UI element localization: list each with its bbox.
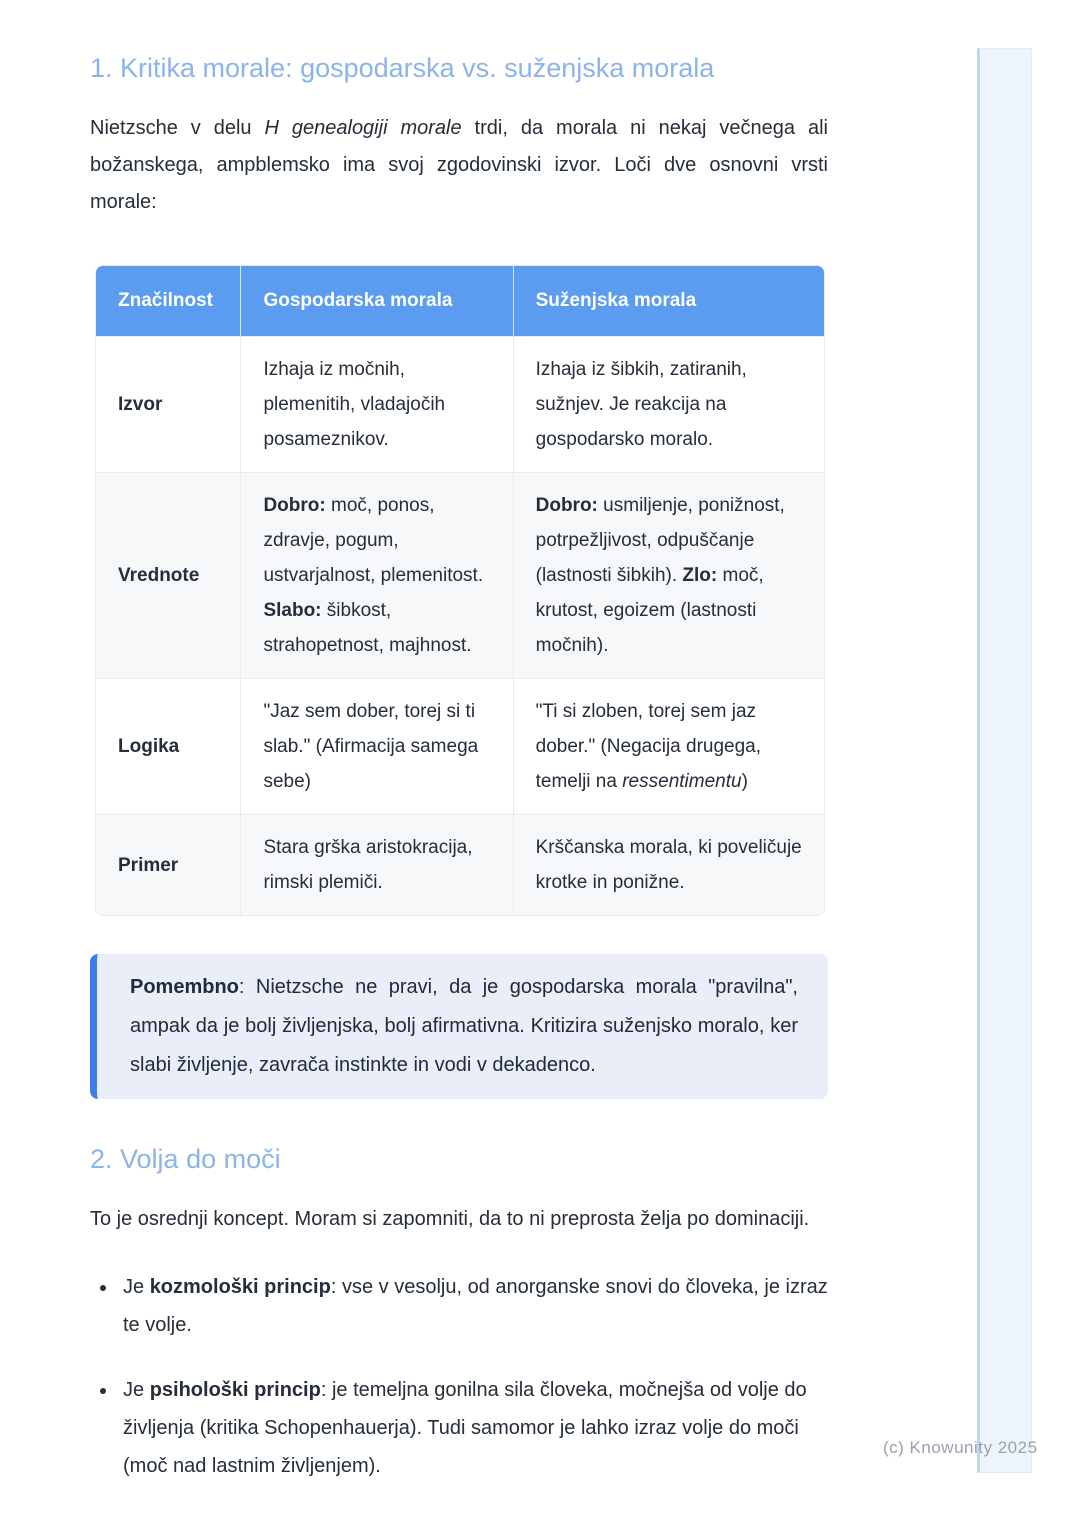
cell-gospodarska: Stara grška aristokracija, rimski plemiči. (241, 815, 513, 916)
table-row-logika (96, 679, 824, 815)
table-row-vrednote (96, 473, 824, 679)
table-row-izvor (96, 337, 824, 473)
cell-gospodarska: Dobro: moč, ponos, zdravje, pogum, ustvarjalnost, plemenitost. Slabo: šibkost, strahopetnost, majhnost. (241, 473, 513, 679)
list-item-kozmoloski-princip: • Je kozmološki princip: vse v vesolju, od anorganske snovi do človeka, je izraz te volje. (118, 1268, 828, 1344)
column-header-gospodarska: Gospodarska morala (241, 266, 513, 337)
section-1-heading: 1. Kritika morale: gospodarska vs. suženjska morala (90, 53, 715, 83)
row-label: Izvor (96, 337, 241, 473)
important-note-callout: Pomembno: Nietzsche ne pravi, da je gospodarska morala "pravilna", ampak da je bolj življenjska, bolj afirmativna. Kritizira suženjsko moralo, ker slabi življenje, zavrača instinkte in vodi v dekadenco. (90, 954, 828, 1099)
cell-suzenjska: Izhaja iz šibkih, zatiranih, sužnjev. Je reakcija na gospodarsko moralo. (513, 337, 824, 473)
cell-suzenjska: "Ti si zloben, torej sem jaz dober." (Negacija drugega, temelji na ressentimentu) (513, 679, 824, 815)
row-label: Logika (96, 679, 241, 815)
section-1-intro-paragraph: Nietzsche v delu H genealogiji morale trdi, da morala ni nekaj večnega ali božanskega, ampblemsko ima svoj zgodovinski izvor. Loči dve osnovni vrsti morale: (90, 117, 828, 213)
cell-suzenjska: Krščanska morala, ki poveličuje krotke in ponižne. (513, 815, 824, 916)
table-row-primer (96, 815, 824, 916)
page-content (90, 52, 828, 1512)
section-2-intro-paragraph: To je osrednji koncept. Moram si zapomniti, da to ni preprosta želja po dominaciji. (90, 1208, 810, 1230)
section-2-heading: 2. Volja do moči (90, 1144, 281, 1174)
cell-gospodarska: Izhaja iz močnih, plemenitih, vladajočih posameznikov. (241, 337, 513, 473)
cell-suzenjska: Dobro: usmiljenje, ponižnost, potrpežljivost, odpuščanje (lastnosti šibkih). Zlo: moč, krutost, egoizem (lastnosti močnih). (513, 473, 824, 679)
list-item-psiholoski-princip: • Je psihološki princip: je temeljna gonilna sila človeka, močnejša od volje do življenja (kritika Schopenhauerja). Tudi samomor je lahko izraz volje do moči (moč nad lastnim življenjem). (118, 1371, 828, 1485)
watermark: (c) Knowunity 2025 (883, 1438, 1038, 1457)
column-header-znacilnost: Značilnost (96, 266, 241, 337)
row-label: Vrednote (96, 473, 241, 679)
will-to-power-list (90, 1268, 828, 1485)
row-label: Primer (96, 815, 241, 916)
table-header-row (96, 266, 824, 337)
column-header-suzenjska: Suženjska morala (513, 266, 824, 337)
next-page-preview-strip[interactable] (977, 48, 1032, 1473)
cell-gospodarska: "Jaz sem dober, torej si ti slab." (Afirmacija samega sebe) (241, 679, 513, 815)
morality-comparison-table (95, 265, 825, 916)
